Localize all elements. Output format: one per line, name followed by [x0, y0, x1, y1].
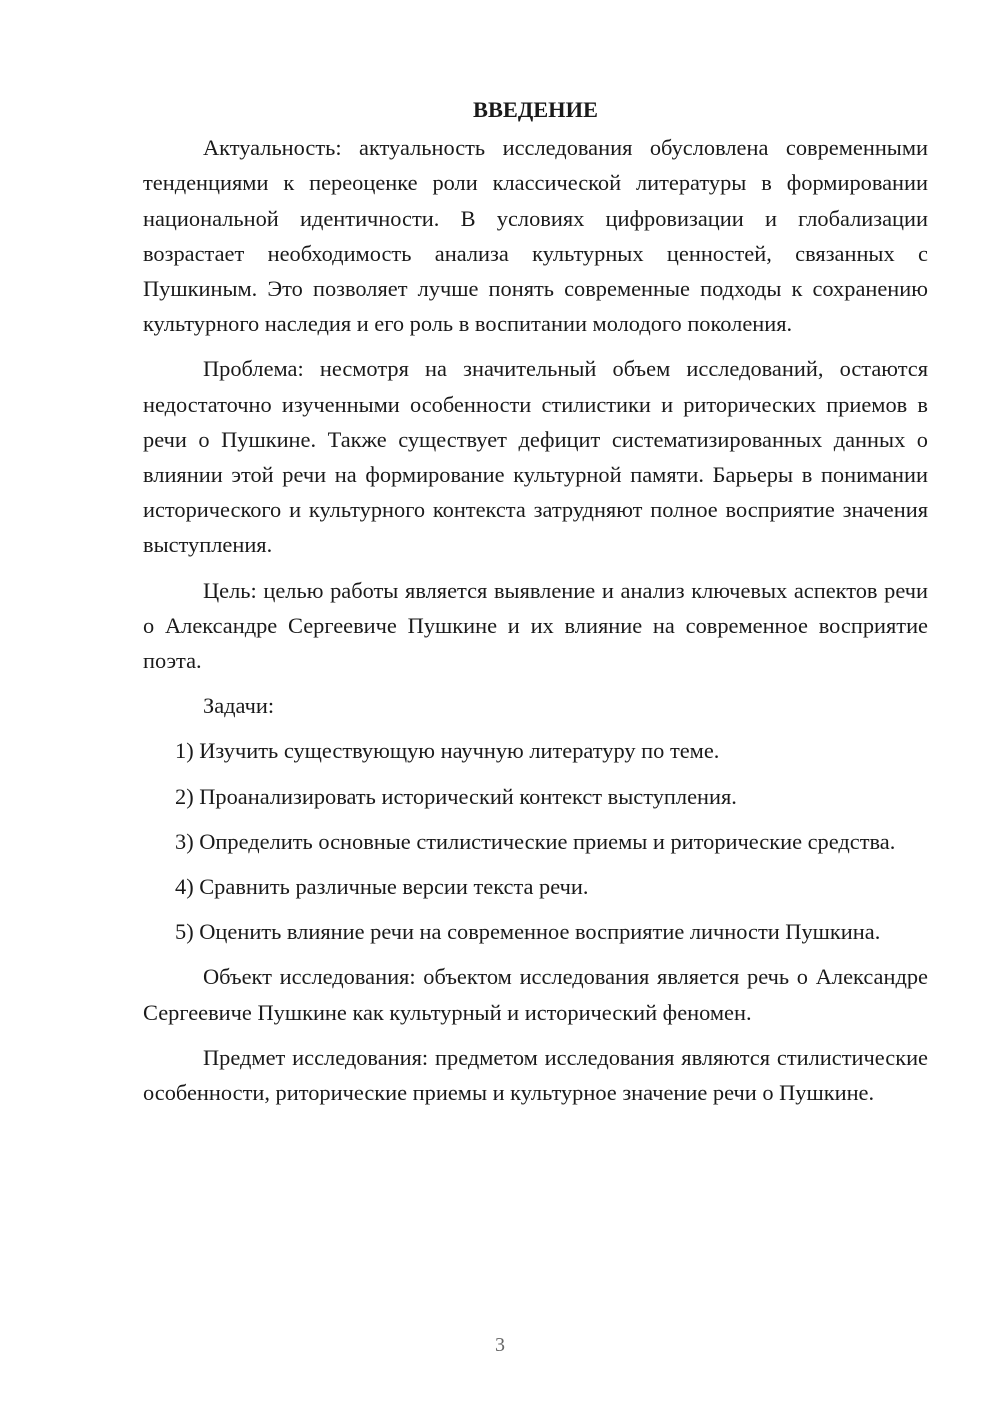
section-heading: ВВЕДЕНИЕ: [473, 97, 598, 122]
task-item: 5) Оценить влияние речи на современное восприятие личности Пушкина.: [175, 919, 881, 945]
task-item: 2) Проанализировать исторический контекст выступления.: [175, 783, 737, 809]
document-page: [143, 92, 928, 1120]
task-item: 3) Определить основные стилистические приемы и риторические средства.: [175, 828, 896, 854]
task-item: 1) Изучить существующую научную литературу по теме.: [175, 738, 720, 764]
paragraph-object: Объект исследования: объектом исследования является речь о Александре Сергеевиче Пушкине как культурный и исторический феномен.: [143, 964, 928, 1025]
paragraph-subject: Предмет исследования: предметом исследования являются стилистические особенности, риторические приемы и культурное значение речи о Пушкине.: [143, 1044, 928, 1106]
paragraph-problem: Проблема: несмотря на значительный объем исследований, остаются недостаточно изученными особенности стилистики и риторических приемов в речи о Пушкине. Также существует дефицит систематизированных данных о влиянии этой речи на формирование культурной памяти. Барьеры в понимании исторического и культурного контекста затрудняют полное восприятие значения выступления.: [143, 356, 928, 558]
tasks-heading: Задачи:: [203, 693, 275, 719]
paragraph-goal: Цель: целью работы является выявление и анализ ключевых аспектов речи о Александре Сергеевиче Пушкине и их влияние на современное восприятие поэта.: [143, 577, 928, 674]
task-item: 4) Сравнить различные версии текста речи.: [175, 874, 589, 900]
tasks-list: [143, 733, 928, 949]
page-number: 3: [495, 1334, 505, 1356]
paragraph-relevance: Актуальность: актуальность исследования обусловлена современными тенденциями к переоценке роли классической литературы в формировании национальной идентичности. В условиях цифровизации и глобализации возрастает необходимость анализа культурных ценностей, связанных с Пушкиным. Это позволяет лучше понять современные подходы к сохранению культурного наследия и его роль в воспитании молодого поколения.: [143, 135, 928, 337]
